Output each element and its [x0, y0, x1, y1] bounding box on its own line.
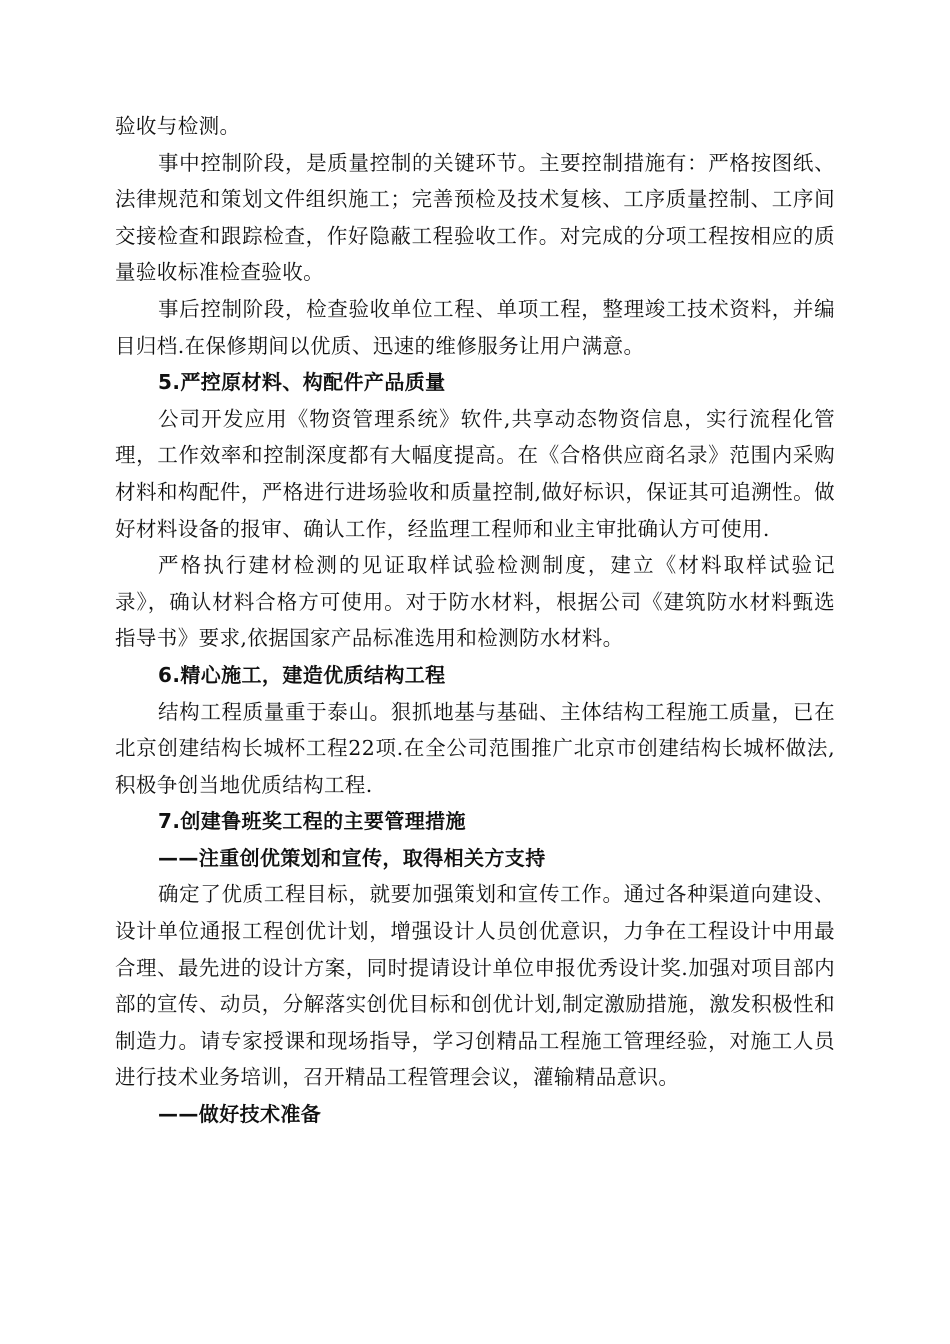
paragraph-acceptance-continuation: 验收与检测。 — [115, 114, 241, 138]
paragraph-post-control: 事后控制阶段，检查验收单位工程、单项工程，整理竣工技术资料，并编目归档.在保修期间以优质、迅速的维修服务让用户满意。 — [115, 296, 835, 358]
paragraph-structure-quality: 结构工程质量重于泰山。狠抓地基与基础、主体结构工程施工质量，已在北京创建结构长城杯工程22项.在全公司范围推广北京市创建结构长城杯做法,积极争创当地优质结构工程. — [115, 699, 835, 797]
subheading-planning-publicity: ——注重创优策划和宣传，取得相关方支持 — [158, 845, 546, 870]
paragraph-materials-management: 公司开发应用《物资管理系统》软件,共享动态物资信息，实行流程化管理，工作效率和控制深度都有大幅度提高。在《合格供应商名录》范围内采购材料和构配件，严格进行进场验收和质量控制,做好标识，保证其可追溯性。做好材料设备的报审、确认工作，经监理工程师和业主审批确认方可使用. — [115, 406, 835, 541]
paragraph-material-testing: 严格执行建材检测的见证取样试验检测制度，建立《材料取样试验记录》，确认材料合格方可使用。对于防水材料，根据公司《建筑防水材料甄选指导书》要求,依据国家产品标准选用和检测防水材料。 — [115, 553, 835, 651]
paragraph-in-process-control: 事中控制阶段，是质量控制的关键环节。主要控制措施有：严格按图纸、法律规范和策划文件组织施工；完善预检及技术复核、工序质量控制、工序间交接检查和跟踪检查，作好隐蔽工程验收工作。对完成的分项工程按相应的质量验收标准检查验收。 — [115, 150, 835, 285]
document-page — [115, 108, 835, 1133]
section-heading-7: 7.创建鲁班奖工程的主要管理措施 — [158, 809, 466, 834]
paragraph-planning-publicity: 确定了优质工程目标，就要加强策划和宣传工作。通过各种渠道向建设、设计单位通报工程创优计划，增强设计人员创优意识，力争在工程设计中用最合理、最先进的设计方案，同时提请设计单位申报优秀设计奖.加强对项目部内部的宣传、动员，分解落实创优目标和创优计划,制定激励措施，激发积极性和制造力。请专家授课和现场指导，学习创精品工程施工管理经验，对施工人员进行技术业务培训，召开精品工程管理会议，灌输精品意识。 — [115, 882, 835, 1090]
section-heading-6: 6.精心施工，建造优质结构工程 — [158, 662, 446, 687]
section-heading-5: 5.严控原材料、构配件产品质量 — [158, 370, 446, 395]
subheading-technical-preparation: ——做好技术准备 — [158, 1102, 322, 1127]
